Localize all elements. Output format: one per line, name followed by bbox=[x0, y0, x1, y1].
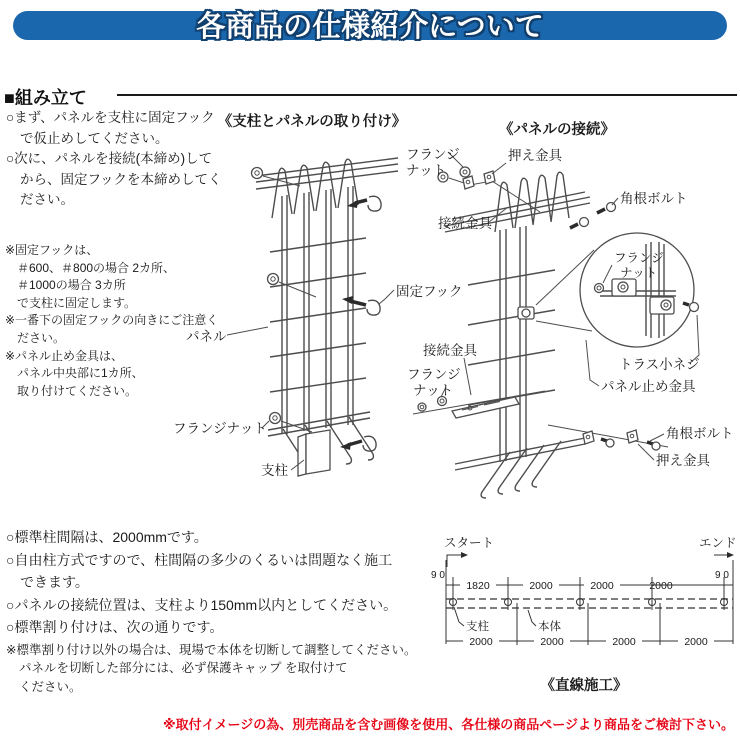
fence-body bbox=[446, 599, 733, 608]
note-line: ※固定フックは、 bbox=[5, 243, 99, 257]
note-line: 取り付けてください。 bbox=[17, 383, 138, 398]
label-flange-nut: フランジナット bbox=[173, 421, 267, 436]
section-heading: ■組み立て bbox=[4, 88, 87, 108]
diagram-line-caption: 《直線施工》 bbox=[540, 678, 628, 694]
note-line: ○自由柱方式ですので、柱間隔の多少のくるいは問題なく施工 bbox=[6, 551, 393, 568]
mid-clamp-and-inset bbox=[518, 233, 699, 347]
top-dim-4: 2000 bbox=[649, 580, 673, 592]
label-body-small: 本体 bbox=[538, 621, 561, 633]
label-flange-nut-inset-1: フランジ bbox=[614, 251, 664, 265]
page-title: 各商品の仕様紹介について bbox=[196, 11, 544, 43]
bottom-dim-2: 2000 bbox=[540, 636, 564, 648]
label-flange-nut-lower-2: ナット bbox=[413, 383, 454, 398]
label-square-bolt-lower: 角根ボルト bbox=[666, 426, 734, 441]
label-panel-stop-bracket: パネル止め金具 bbox=[601, 379, 696, 394]
label-flange-nut-top-1: フランジ bbox=[406, 147, 460, 162]
diagram-straight-install bbox=[424, 528, 740, 700]
note-line: ※標準割り付け以外の場合は、現場で本体を切断して調整してください。 bbox=[6, 643, 417, 657]
bottom-dim-1: 2000 bbox=[469, 636, 493, 648]
note-line: パネル中央部に1カ所、 bbox=[17, 366, 144, 381]
note-line: ○標準割り付けは、次の通りです。 bbox=[6, 619, 224, 635]
note-line: ○次に、パネルを接続(本締め)して bbox=[6, 151, 213, 167]
label-push-bracket-lower: 押え金具 bbox=[656, 453, 710, 468]
label-flange-nut-lower-1: フランジ bbox=[407, 367, 461, 382]
note-line: ださい。 bbox=[20, 192, 74, 208]
note-line: ください。 bbox=[19, 679, 82, 694]
label-fixing-hook: 固定フック bbox=[396, 284, 463, 299]
note-line: ＃1000の場合 3カ所 bbox=[17, 278, 126, 293]
label-panel: パネル bbox=[186, 329, 227, 344]
top-dim-3: 2000 bbox=[590, 580, 614, 592]
panel-joints bbox=[446, 603, 733, 648]
diagram-attach-title: 《支柱とパネルの取り付け》 bbox=[217, 114, 407, 130]
label-flange-nut-top-2: ナット bbox=[406, 163, 447, 178]
note-line: できます。 bbox=[20, 574, 89, 590]
lower-exploded-parts bbox=[413, 391, 668, 450]
note-line: ださい。 bbox=[17, 330, 66, 345]
flange-nut-parts bbox=[252, 168, 317, 433]
bottom-dim-4: 2000 bbox=[684, 636, 708, 648]
label-square-bolt-top: 角根ボルト bbox=[620, 191, 688, 206]
technical-diagrams bbox=[0, 98, 740, 512]
note-line: ※パネル止め金具は、 bbox=[5, 348, 124, 363]
note-line: ○パネルの接続位置は、支柱より150mm以内としてください。 bbox=[6, 596, 398, 613]
diagram-connect-title: 《パネルの接続》 bbox=[499, 122, 615, 138]
label-start: スタート bbox=[444, 536, 495, 550]
top-dim-2: 2000 bbox=[529, 580, 553, 592]
installation-notes-text bbox=[6, 526, 397, 639]
note-line: で仮止めしてください。 bbox=[20, 130, 169, 146]
note-line: ○標準柱間隔は、2000mmです。 bbox=[6, 529, 208, 545]
top-dim-1: 1820 bbox=[466, 580, 490, 592]
note-line: ＃600、＃800の場合 2カ所、 bbox=[17, 260, 176, 275]
diagram-connect bbox=[406, 120, 734, 498]
direction-arrows bbox=[447, 552, 734, 567]
label-end: エンド bbox=[699, 536, 737, 550]
note-line: ○まず、パネルを支柱に固定フック bbox=[6, 110, 215, 125]
bottom-dim-3: 2000 bbox=[612, 636, 636, 648]
title-banner bbox=[13, 11, 727, 43]
label-post-small: 支柱 bbox=[466, 621, 489, 633]
installation-remarks-text bbox=[6, 641, 416, 696]
note-line: で支柱に固定します。 bbox=[17, 295, 137, 310]
label-post: 支柱 bbox=[261, 463, 288, 478]
fixing-hook-parts bbox=[340, 196, 381, 451]
line-diagram-labels bbox=[454, 607, 628, 694]
label-truss-screw: トラス小ネジ bbox=[619, 357, 700, 372]
post-drawing bbox=[298, 430, 330, 476]
dimension-framework bbox=[446, 560, 733, 644]
note-line: から、固定フックを本締めしてく bbox=[20, 171, 222, 187]
red-footnote: ※取付イメージの為、別売商品を含む画像を使用、各仕様の商品ページより商品をご検討下さい。 bbox=[163, 717, 734, 732]
section-rule-line bbox=[117, 94, 737, 96]
offset-dim-left: 9 0 bbox=[431, 570, 445, 581]
label-connect-bracket-top: 接続金具 bbox=[438, 216, 492, 231]
label-push-bracket-top: 押え金具 bbox=[508, 148, 562, 163]
note-line: パネルを切断した部分には、必ず保護キャップ を取付けて bbox=[19, 661, 348, 676]
label-connect-bracket-lower: 接続金具 bbox=[423, 343, 477, 358]
label-flange-nut-inset-2: ナット bbox=[620, 266, 658, 280]
offset-dim-right: 9 0 bbox=[715, 570, 729, 581]
note-line: ※一番下の固定フックの向きにご注意く bbox=[5, 313, 219, 328]
